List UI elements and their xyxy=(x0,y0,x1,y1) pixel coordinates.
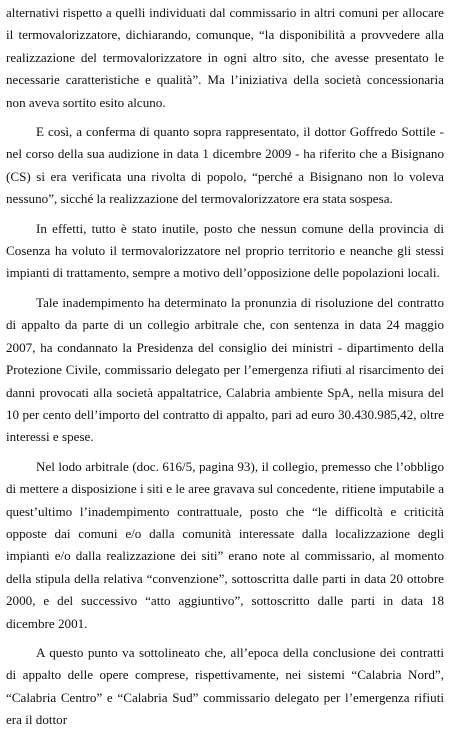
paragraph-3: In effetti, tutto è stato inutile, posto che nessun comune della provincia di Cosenza ha voluto il termovalorizzatore nel proprio territorio e neanche gli stessi impianti di trattamento, sempre a motivo dell’opposizione delle popolazioni locali. xyxy=(6,220,444,281)
document-page xyxy=(6,2,444,739)
paragraph-2: E così, a conferma di quanto sopra rappresentato, il dottor Goffredo Sottile - nel corso della sua audizione in data 1 dicembre 2009 - ha riferito che a Bisignano (CS) si era verificata una rivolta di popolo, “perché a Bisignano non lo voleva nessuno”, sicché la realizzazione del termovalorizzatore era stata sospesa. xyxy=(6,124,444,207)
paragraph-5: Nel lodo arbitrale (doc. 616/5, pagina 93), il collegio, premesso che l’obbligo di mettere a disposizione i siti e le aree gravava sul concedente, ritiene imputabile a quest’ultimo l’inadempimento contrattuale, posto che “le difficoltà e criticità opposte dai comuni e/o dalla comunità interessate dalla localizzazione degli impianti e/o dalla realizzazione dei siti” erano note al commissario, al momento della stipula della relativa “convenzione”, sottoscritta dalle parti in data 20 ottobre 2000, e del successivo “atto aggiuntivo”, sottoscritto dalle parti in data 18 dicembre 2001. xyxy=(6,458,444,631)
paragraph-6: A questo punto va sottolineato che, all’epoca della conclusione dei contratti di appalto delle opere comprese, rispettivamente, nei sistemi “Calabria Nord”, “Calabria Centro” e “Calabria Sud” commissario delegato per l’emergenza rifiuti era il dottor xyxy=(6,644,444,728)
paragraph-1: alternativi rispetto a quelli individuati dal commissario in altri comuni per allocare il termovalorizzatore, dichiarando, comunque, “la disponibilità a provvedere alla realizzazione del termovalorizzatore in ogni altro sito, che avesse presentato le necessarie caratteristiche e qualità”. Ma l’iniziativa della società concessionaria non aveva sortito esito alcuno. xyxy=(6,5,444,110)
paragraph-4: Tale inadempimento ha determinato la pronunzia di risoluzione del contratto di appalto da parte di un collegio arbitrale che, con sentenza in data 24 maggio 2007, ha condannato la Presidenza del consiglio dei ministri - dipartimento della Protezione Civile, commissario delegato per l’emergenza rifiuti al risarcimento dei danni provocati alla società appaltatrice, Calabria ambiente SpA, nella misura del 10 per cento dell’importo del contratto di appalto, pari ad euro 30.430.985,42, oltre interessi e spese. xyxy=(6,294,444,445)
